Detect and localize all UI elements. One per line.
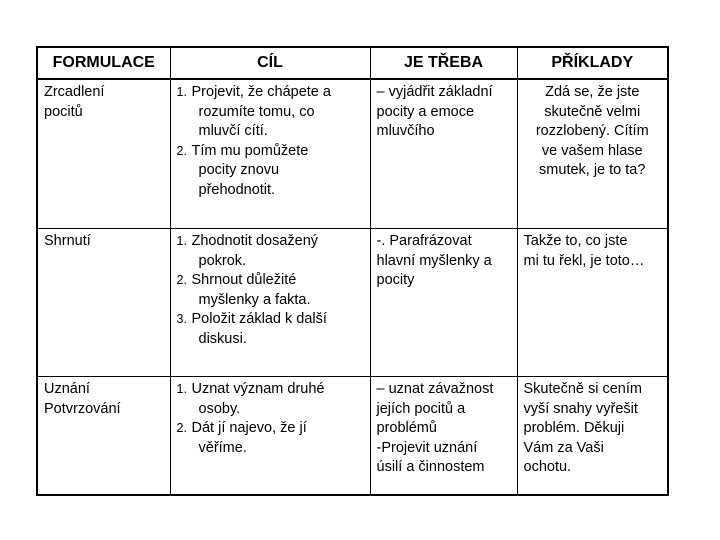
- need-cell: – vyjádřit základní pocity a emoce mluvčího: [370, 79, 517, 229]
- list-item: 1. Zhodnotit dosažený pokrok.: [176, 233, 319, 269]
- goal-list: [177, 232, 364, 349]
- table-row: [37, 377, 668, 496]
- header-row: [37, 47, 668, 79]
- header-je-treba: JE TŘEBA: [370, 47, 517, 79]
- list-item: 2. Shrnout důležité myšlenky a fakta.: [176, 272, 311, 308]
- need-cell: -. Parafrázovat hlavní myšlenky a pocity: [370, 229, 517, 377]
- header-formulace: FORMULACE: [37, 47, 170, 79]
- header-cil: CÍL: [170, 47, 370, 79]
- goal-cell: [170, 79, 370, 229]
- example-cell: Skutečně si cením vyší snahy vyřešit problém. Děkuji Vám za Vaši ochotu.: [517, 377, 668, 496]
- goal-cell: [170, 377, 370, 496]
- need-cell: – uznat závažnost jejích pocitů a problémů -Projevit uznání úsilí a činnostem: [370, 377, 517, 496]
- table-row: [37, 79, 668, 229]
- example-cell: Zdá se, že jste skutečně velmi rozzlobený. Cítím ve vašem hlase smutek, je to ta?: [517, 79, 668, 229]
- formulace-cell: Uznání Potvrzování: [37, 377, 170, 496]
- list-item: 1. Uznat význam druhé osoby.: [176, 381, 325, 417]
- goal-list: [177, 83, 364, 200]
- goal-cell: [170, 229, 370, 377]
- list-item: 2. Tím mu pomůžete pocity znovu přehodnotit.: [176, 142, 309, 198]
- header-priklady: PŘÍKLADY: [517, 47, 668, 79]
- table-row: [37, 229, 668, 377]
- formulace-cell: Shrnutí: [37, 229, 170, 377]
- goal-list: [177, 380, 364, 458]
- communication-table: [36, 46, 669, 496]
- list-item: 3. Položit základ k další diskusi.: [176, 311, 327, 347]
- list-item: 2. Dát jí najevo, že jí věříme.: [176, 420, 307, 456]
- list-item: 1. Projevit, že chápete a rozumíte tomu, co mluvčí cítí.: [176, 84, 331, 139]
- example-cell: Takže to, co jste mi tu řekl, je toto…: [517, 229, 668, 377]
- formulace-cell: Zrcadlení pocitů: [37, 79, 170, 229]
